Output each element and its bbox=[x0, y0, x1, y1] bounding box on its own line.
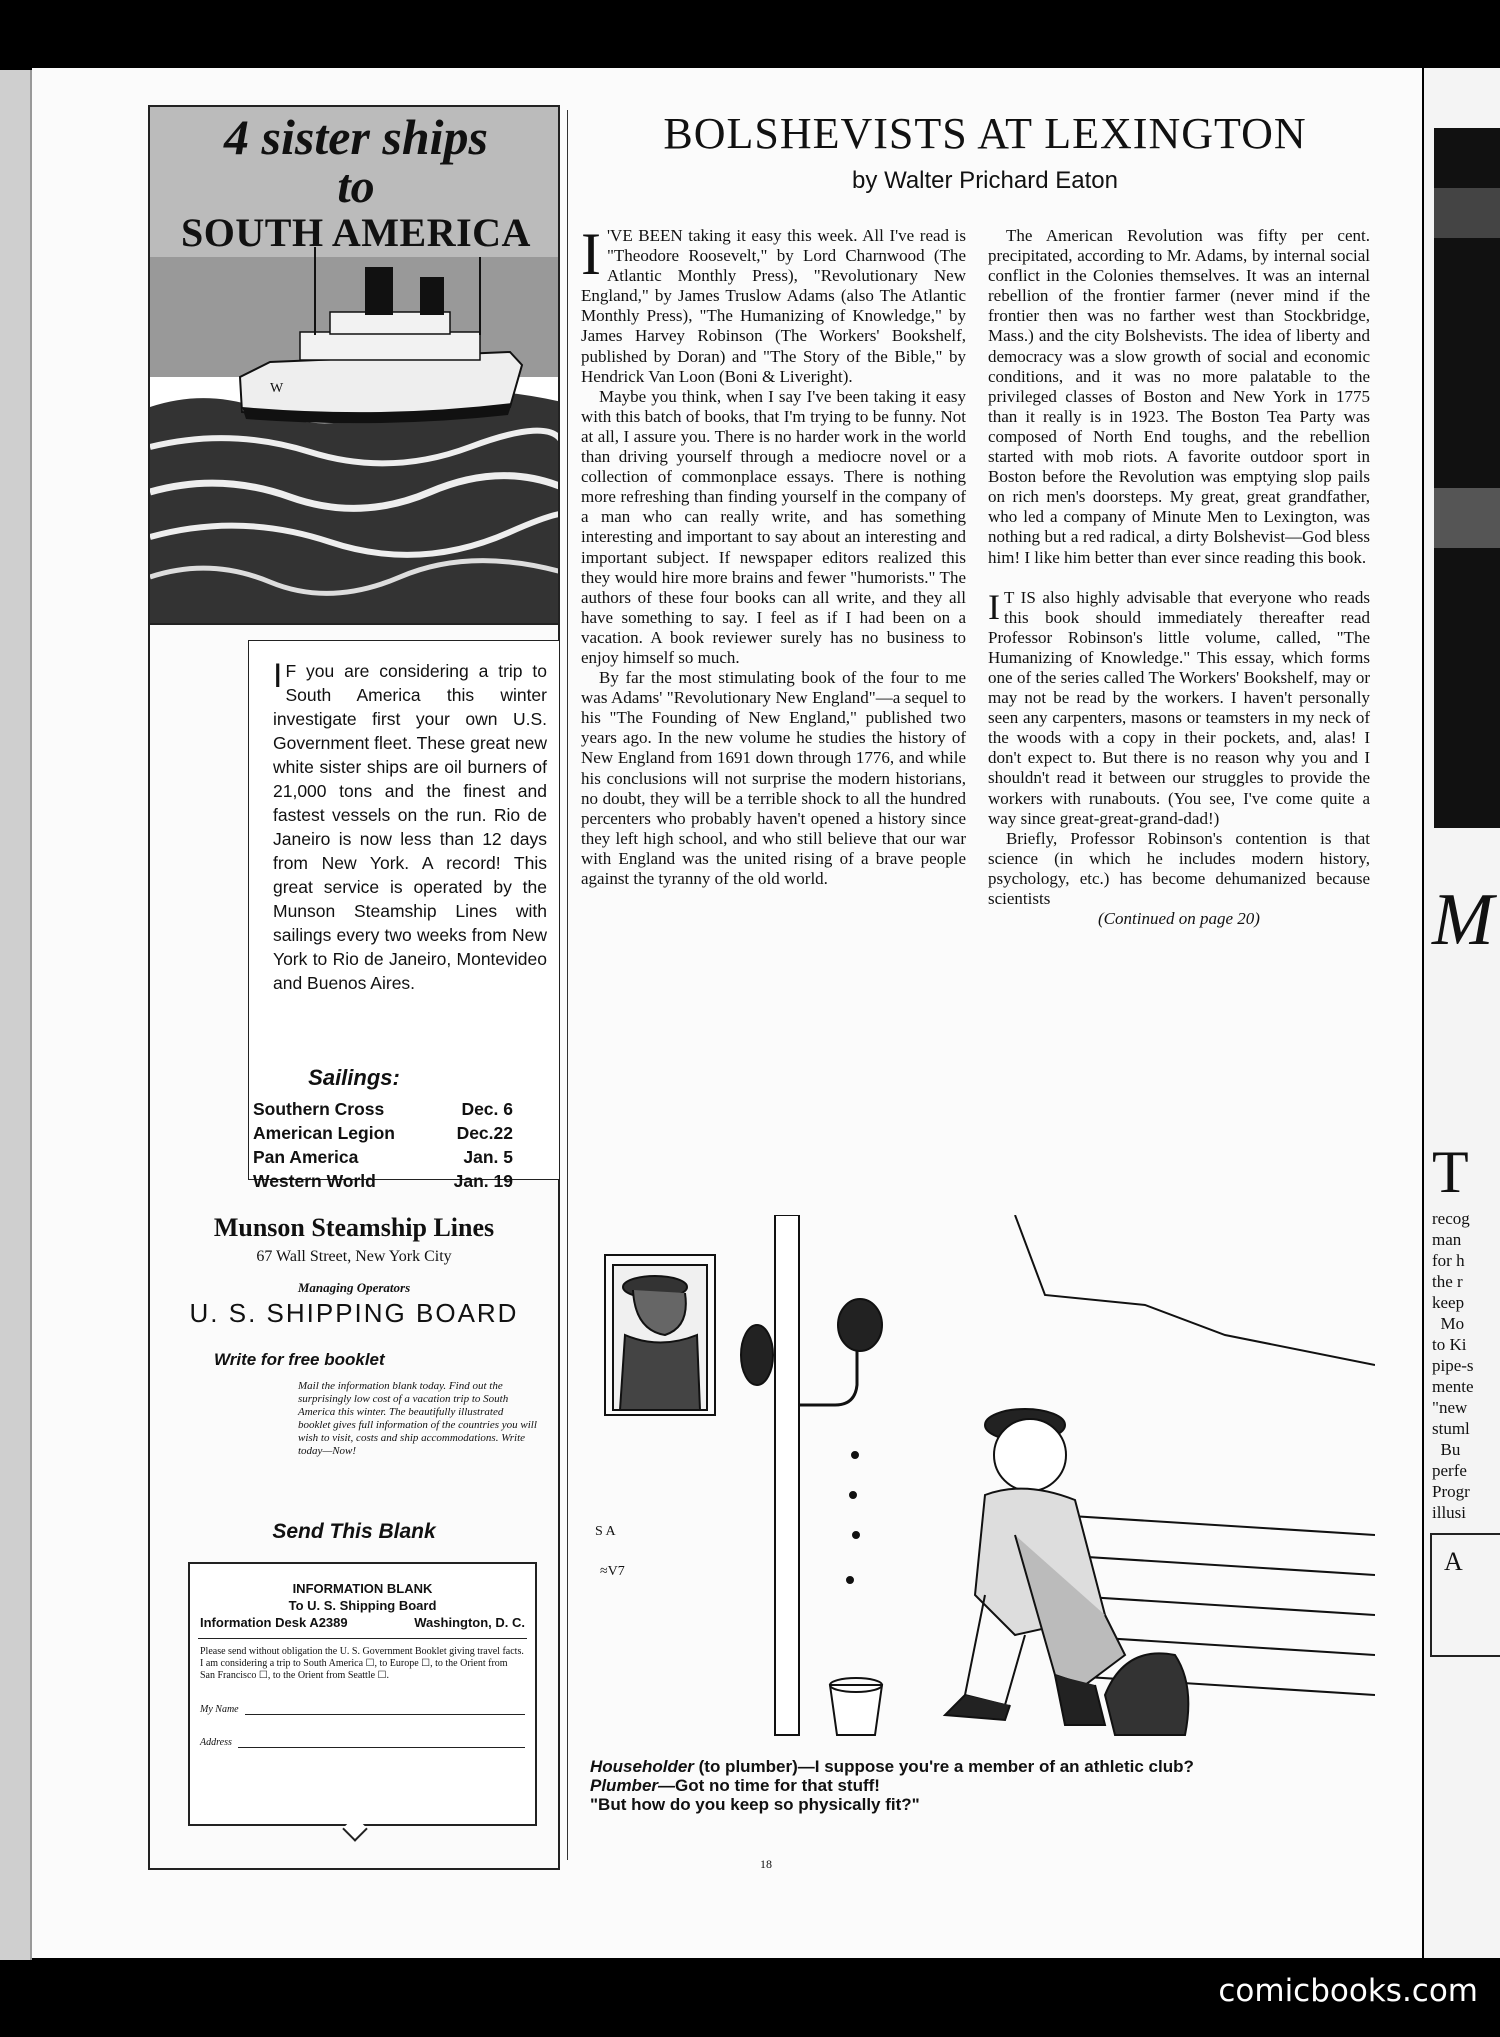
svg-text:≈V7: ≈V7 bbox=[600, 1564, 625, 1579]
booklet-text: Mail the information blank today. Find out the surprisingly low cost of a vacation trip to South America this winter. The beautifully illustrated booklet gives full information of the countries you will wish to visit, costs and ship accommodations. Write today—Now! bbox=[298, 1380, 537, 1457]
ad-headline-3: SOUTH AMERICA bbox=[181, 210, 531, 255]
facing-page-text-fragments: recog man for h the r keep Mo to Ki pipe-s mente "new stuml Bu perfe Progr illusi bbox=[1432, 1209, 1474, 1522]
address-field[interactable]: Address bbox=[190, 1737, 535, 1748]
facing-page-headline-letter: M bbox=[1432, 879, 1494, 961]
sailing-row: American Legion Dec.22 bbox=[253, 1123, 513, 1143]
shipping-board: U. S. SHIPPING BOARD bbox=[189, 1298, 519, 1328]
managing-operators: Managing Operators bbox=[297, 1280, 411, 1295]
column-divider bbox=[567, 110, 568, 1860]
send-blank-heading: Send This Blank bbox=[272, 1520, 436, 1543]
ad-body-text: I F you are considering a trip to South America this winter investigate first your own U.S. Government fleet. These great new white sister ships are oil burners of 21,000 tons and the finest and fastest vessels on the run. Rio de Janeiro is now less than 12 days from New York. A record! This great service is operated by the Munson Steamship Lines with sailings every two weeks from New York to Rio de Janeiro, Montevideo and Buenos Aires. bbox=[248, 640, 560, 1180]
blank-desk: Information Desk A2389 bbox=[200, 1615, 348, 1630]
blank-body-text: Please send without obligation the U. S. Government Booklet giving travel facts. I am considering a trip to South America ☐, to Europe ☐, to the Orient from San Francisco ☐, to the Orient from Seattle ☐. bbox=[200, 1646, 524, 1681]
svg-text:S A: S A bbox=[595, 1524, 616, 1539]
continued-note: (Continued on page 20) bbox=[1098, 909, 1260, 929]
steamship-advertisement bbox=[148, 105, 560, 1885]
cartoon-caption: Householder (to plumber)—I suppose you're a member of an athletic club? Plumber—Got no time for that stuff! "But how do you keep so physically fit?" bbox=[590, 1757, 1194, 1814]
book-binding bbox=[0, 70, 32, 1960]
booklet-heading: Write for free booklet bbox=[214, 1350, 385, 1369]
sailings-table bbox=[253, 1097, 513, 1193]
blank-city: Washington, D. C. bbox=[414, 1615, 525, 1630]
blank-title: INFORMATION BLANK bbox=[292, 1581, 433, 1596]
page-number: 18 bbox=[760, 1857, 772, 1871]
paragraph: I 'VE BEEN taking it easy this week. All I've read is "Theodore Roosevelt," by Lord Charnwood (The Atlantic Monthly Press), "Revolutionary New England," by James Truslow Adams (also The Atlantic Monthly Press), "The Humanizing of Knowledge," by James Harvey Robinson (The Workers' Bookshelf, published by Doran) and "The Story of the Bible," by Hendrick Van Loon (Boni & Liveright). bbox=[581, 221, 966, 386]
sailing-row: Western World Jan. 19 bbox=[253, 1171, 513, 1191]
sailing-row: Pan America Jan. 5 bbox=[253, 1147, 513, 1167]
ad-banner bbox=[148, 105, 560, 625]
paragraph: By far the most stimulating book of the four to me was Adams' "Revolutionary New England"—a sequel to his "The Founding of New England," published two years ago. In the new volume he studies the history of New England from 1691 down through 1776, and while his conclusions will not surprise the modern historians, no doubt, they will be a terrible shock to all the hundred percenters who probably haven't opened a history since they left high school, and who still believe that our war with England was the united rising of a brave people against the tyranny of the old world. bbox=[581, 668, 966, 888]
information-blank-form[interactable] bbox=[188, 1562, 537, 1826]
plumber-cartoon bbox=[585, 1215, 1375, 1755]
blank-to: To U. S. Shipping Board bbox=[288, 1598, 437, 1613]
paragraph: The American Revolution was fifty per cent. precipitated, according to Mr. Adams, by internal social conflict in the Colonies themselves. It was an internal rebellion of the frontier farmer (never mind if the frontier then was no farther west than Stockbridge, Mass.) and the city Bolshevists. The idea of liberty and democracy was a slow growth of social and economic conditions, and it was no more palatable to the privileged classes of Boston and New York in 1775 than it really is in 1923. The Boston Tea Party was composed of North End toughs, and the rebellion started with mob riots. A favorite outdoor sport in Boston before the Revolution was emptying slop pails on rich men's doorsteps. My great, great grandfather, who led a company of Minute Men to Lexington, was nothing but a red radical, a dirty Bolshevist—God bless him! I like him better than ever since reading this book. bbox=[988, 226, 1370, 567]
paragraph: Briefly, Professor Robinson's contention is that science (in which he includes modern history, psychology, etc.) has become dehumanized because scientists bbox=[988, 828, 1370, 908]
facing-page-drop-cap: T bbox=[1432, 1139, 1469, 1205]
company-address: 67 Wall Street, New York City bbox=[256, 1248, 452, 1265]
svg-text:W: W bbox=[270, 381, 284, 396]
facing-page-photo bbox=[1434, 128, 1500, 828]
article-column-1 bbox=[581, 221, 966, 889]
paragraph: I T IS also highly advisable that everyone who reads this book should immediately thereafter read Professor Robinson's little volume, called, "The Humanizing of Knowledge." This essay, which forms one of the series called The Workers' Bookshelf, may or may not be read by the workers. I haven't personally seen any carpenters, masons or teamsters in my neck of the woods with a copy in their pockets, and, alas! I don't expect to. But there is no reason why you and I shouldn't read it between our struggles to provide the workers with runabouts. (You see, I've come quite a way since great-great-grand-dad!) bbox=[988, 586, 1370, 828]
article-title: BOLSHEVISTS AT LEXINGTON bbox=[663, 109, 1307, 158]
facing-page-box: A bbox=[1430, 1533, 1500, 1657]
ad-headline-1: 4 sister ships bbox=[224, 109, 488, 165]
sailings-title: Sailings: bbox=[308, 1065, 400, 1090]
company-name: Munson Steamship Lines bbox=[213, 1213, 495, 1242]
paragraph: Maybe you think, when I say I've been taking it easy with this batch of books, that I'm trying to be funny. Not at all, I assure you. There is no harder work in the world than driving yourself through a mediocre novel or a collection of commonplace essays. There is nothing more refreshing than finding yourself in the company of a man who can really write, and has something interesting and important to say about an interesting and important subject. If newspaper editors realized this they would hire more brains and fewer "humorists." The authors of these four books can all write, and they all have something to say. I feel as if I had been on a vacation. A book reviewer surely has no business to enjoy himself so much. bbox=[581, 386, 966, 667]
facing-page-edge bbox=[1424, 68, 1500, 1958]
ad-headline-2: to bbox=[337, 160, 375, 213]
article-byline: by Walter Prichard Eaton bbox=[852, 167, 1118, 194]
sailing-row: Southern Cross Dec. 6 bbox=[253, 1099, 513, 1119]
name-field[interactable]: My Name bbox=[190, 1704, 535, 1715]
article-column-2 bbox=[988, 226, 1370, 929]
site-watermark: comicbooks.com bbox=[1218, 1973, 1478, 2009]
